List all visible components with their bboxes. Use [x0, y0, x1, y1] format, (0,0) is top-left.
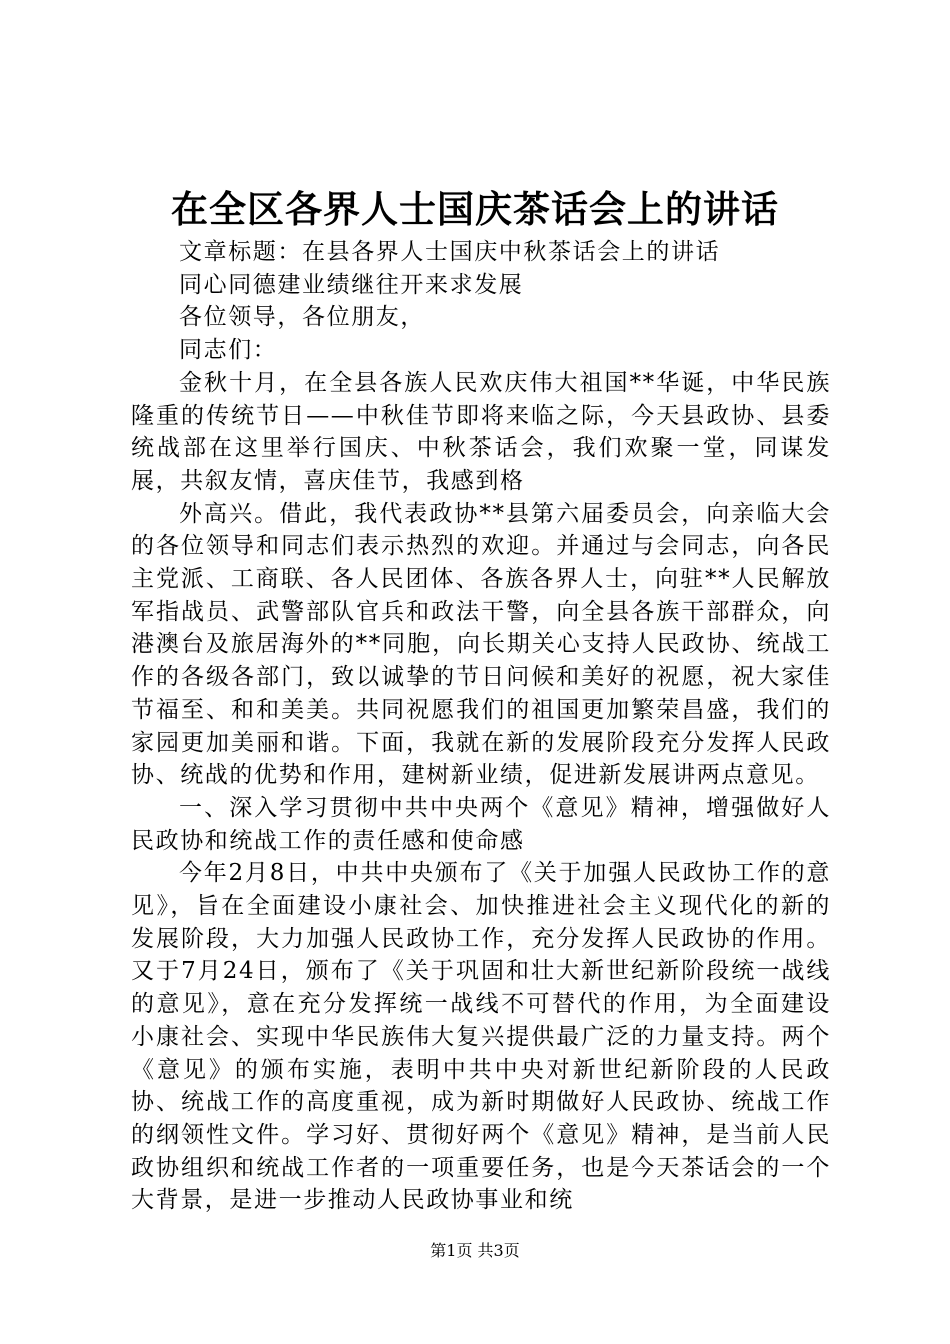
document-body — [131, 236, 831, 1217]
document-title: 在全区各界人士国庆茶话会上的讲话 — [171, 187, 779, 231]
paragraph-salutation-comrades: 同志们： — [179, 337, 278, 364]
page-number-footer: 第1页 共3页 — [430, 1241, 520, 1260]
paragraph: 外高兴。借此，我代表政协**县第六届委员会，向亲临大会的各位领导和同志们表示热烈的欢迎。并通过与会同志，向各民主党派、工商联、各人民团体、各族各界人士，向驻**人民解放军指战员、武警部队官兵和政法干警，向全县各族干部群众，向港澳台及旅居海外的**同胞，向长期关心支持人民政协、统战工作的各级各部门，致以诚挚的节日问候和美好的祝愿，祝大家佳节福至、和和美美。共同祝愿我们的祖国更加繁荣昌盛，我们的家园更加美丽和谐。下面，我就在新的发展阶段充分发挥人民政协、统战的优势和作用，建树新业绩，促进新发展讲两点意见。 — [131, 500, 831, 789]
paragraph: 今年2月8日，中共中央颁布了《关于加强人民政协工作的意见》，旨在全面建设小康社会、加快推进社会主义现代化的新的发展阶段，大力加强人民政协工作，充分发挥人民政协的作用。又于7月24日，颁布了《关于巩固和壮大新世纪新阶段统一战线的意见》，意在充分发挥统一战线不可替代的作用，为全面建设小康社会、实现中华民族伟大复兴提供最广泛的力量支持。两个《意见》的颁布实施，表明中共中央对新世纪新阶段的人民政协、统战工作的高度重视，成为新时期做好人民政协、统战工作的纲领性文件。学习好、贯彻好两个《意见》精神，是当前人民政协组织和统战工作者的一项重要任务，也是今天茶话会的一个大背景，是进一步推动人民政协事业和统 — [131, 860, 831, 1214]
paragraph-article-title: 文章标题：在县各界人士国庆中秋茶话会上的讲话 — [179, 239, 721, 265]
section-heading: 一、深入学习贯彻中共中央两个《意见》精神，增强做好人民政协和统战工作的责任感和使命感 — [131, 794, 831, 854]
paragraph-salutation: 各位领导，各位朋友， — [179, 304, 425, 331]
paragraph: 金秋十月，在全县各族人民欢庆伟大祖国**华诞，中华民族隆重的传统节日——中秋佳节即将来临之际，今天县政协、县委统战部在这里举行国庆、中秋茶话会，我们欢聚一堂，同谋发展，共叙友情，喜庆佳节，我感到格 — [131, 369, 831, 494]
paragraph-subtitle: 同心同德建业绩继往开来求发展 — [179, 271, 524, 298]
